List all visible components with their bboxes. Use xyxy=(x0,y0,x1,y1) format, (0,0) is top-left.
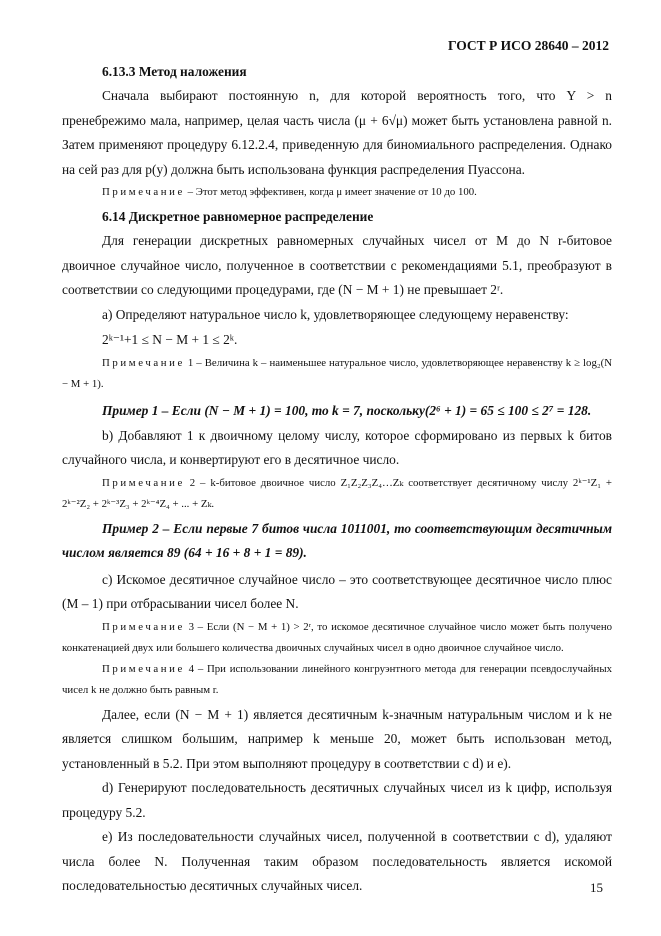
page-number: 15 xyxy=(590,880,603,895)
para-decimal-method: Далее, если (N − M + 1) является десятичным k-значным натуральным числом и k не является слишком большим, например k меньше 20, может быть использован метод, установленный в 5.2. При этом выполняют процедуру в соответствии с d) и е). xyxy=(62,706,612,771)
note-2 xyxy=(62,473,612,515)
example-2: Пример 2 – Если первые 7 битов числа 1011001, то соответствующим десятичным числом является 89 (64 + 16 + 8 + 1 = 89). xyxy=(62,520,612,560)
item-d: d) Генерируют последовательность десятичных случайных чисел из k цифр, используя процедуру 5.2. xyxy=(62,780,612,820)
note-text: – Этот метод эффективен, когда μ имеет значение от 10 до 100. xyxy=(184,186,477,198)
note-text: 4 – При использовании линейного конгруэнтного метода для генерации псевдослучайных чисел k не должно быть равным r. xyxy=(62,662,612,696)
item-c: с) Искомое десятичное случайное число – это соответствующее десятичное число плюс (M – 1) при отбрасывании чисел более N. xyxy=(62,571,612,611)
note-text: 2 – k-битовое двоичное число Z₁Z₂Z₃Z₄…Zₖ соответствует десятичному числу 2ᵏ⁻¹Z₁ + 2ᵏ⁻²Z₂ + 2ᵏ⁻³Z₃ + 2ᵏ⁻⁴Z₄ + ... + Zₖ. xyxy=(62,476,612,510)
note-label: Примечание xyxy=(102,620,185,633)
note-label: Примечание xyxy=(102,476,185,489)
formula-inequality: 2ᵏ⁻¹+1 ≤ N − M + 1 ≤ 2ᵏ. xyxy=(102,332,238,347)
item-a: а) Определяют натуральное число k, удовлетворяющее следующему неравенству: xyxy=(102,306,569,322)
note-label: Примечание xyxy=(102,357,185,369)
para-6-14-intro: Для генерации дискретных равномерных случайных чисел от M до N r-битовое двоичное случайное число, полученное в соответствии с рекомендациями 5.1, преобразуют в соответствии со следующими процедурами, где (N − M + 1) не превышает 2ʳ. xyxy=(62,233,612,297)
note-1 xyxy=(62,353,612,395)
note-text: 1 – Величина k – наименьшее натуральное число, удовлетворяющее неравенству k ≥ log₂(N − M + 1). xyxy=(62,357,612,390)
note-4 xyxy=(62,659,612,701)
heading-6-14: 6.14 Дискретное равномерное распределение xyxy=(102,209,374,224)
example-1: Пример 1 – Если (N − M + 1) = 100, то k = 7, поскольку(2⁶ + 1) = 65 ≤ 100 ≤ 2⁷ = 128. xyxy=(102,403,592,418)
running-header: ГОСТ Р ИСО 28640 – 2012 xyxy=(447,38,609,53)
note-3 xyxy=(62,617,612,659)
para-6-13-3: Сначала выбирают постоянную n, для которой вероятность того, что Y > n пренебрежимо мала, например, целая часть числа (μ + 6√μ) может быть установлена равной n. Затем применяют процедуру 6.12.2.4, приведенную для биномиального распределения. Однако на сей раз для p(y) должна быть использована функция распределения Пуассона. xyxy=(62,88,612,177)
note-6-13-3 xyxy=(62,182,612,203)
item-b: b) Добавляют 1 к двоичному целому числу, которое сформировано из первых k битов случайного числа, и конвертируют его в десятичное число. xyxy=(62,427,612,467)
note-label: Примечание xyxy=(102,186,185,198)
item-e: е) Из последовательности случайных чисел, полученной в соответствии с d), удаляют числа более N. Полученная таким образом последовательность является искомой последовательностью десятичных случайных чисел. xyxy=(62,829,612,893)
note-text: 3 – Если (N − M + 1) > 2ʳ, то искомое десятичное случайное число может быть получено конкатенацией двух или большего количества двоичных случайных чисел в одно двоичное случайное число. xyxy=(62,620,612,654)
heading-6-13-3: 6.13.3 Метод наложения xyxy=(102,64,247,79)
note-label: Примечание xyxy=(102,662,185,675)
page-body xyxy=(62,62,612,899)
